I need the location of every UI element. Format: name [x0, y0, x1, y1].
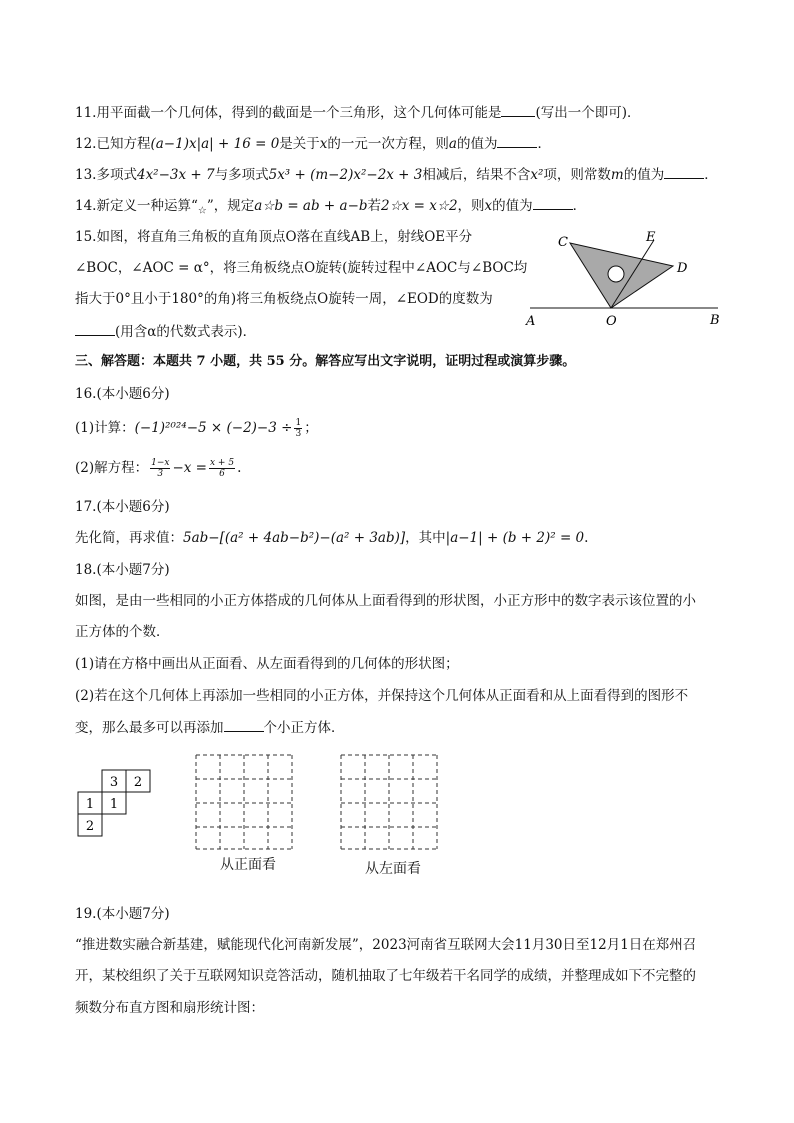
star-operator-icon: ☆: [197, 205, 207, 217]
q13-line: 13.多项式4x²−3x + 7与多项式5x³ + (m−2)x²−2x + 3相减后，结果不含x²项，则常数m的值为 ．: [75, 164, 718, 185]
q17-body: 先化简，再求值：5ab−[(a² + 4ab−b²)−(a² + 3ab)]，其中|a−1| + (b + 2)² = 0.: [75, 530, 589, 546]
label-C: C: [558, 235, 568, 250]
label-E: E: [646, 230, 656, 245]
q16-title: 16.(本小题6分): [75, 386, 170, 402]
q18-title: 18.(本小题7分): [75, 562, 170, 578]
cell-number: 1: [85, 797, 95, 812]
q12-line: 12.已知方程(a−1)x|a| + 16 = 0是关于x的一元一次方程，则a的值为 ．: [75, 133, 551, 154]
front-view-caption: 从正面看: [220, 857, 276, 873]
front-view-grid: [194, 753, 294, 851]
top-view-figure: [74, 766, 154, 841]
q15-line3: 指大于0°且小于180°的角)将三角板绕点O旋转一周，∠EOD的度数为: [75, 291, 493, 307]
cell-number: 2: [133, 775, 143, 790]
q18-line5: 变，那么最多可以再添加 个小正方体．: [75, 717, 345, 738]
q18-line3: (1)请在方格中画出从正面看、从左面看得到的几何体的形状图；: [75, 656, 459, 672]
q15-line1: 15.如图，将直角三角板的直角顶点O落在直线AB上，射线OE平分: [75, 229, 473, 245]
q11-blank: [501, 102, 535, 117]
cell-number: 1: [109, 797, 119, 812]
q15-line4: (用含α的代数式表示)．: [75, 321, 256, 342]
q18-line4: (2)若在这个几何体上再添加一些相同的小正方体，并保持这个几何体从正面看和从上面看得到的图形不: [75, 688, 689, 704]
q19-line3: 频数分布直方图和扇形统计图：: [75, 1000, 264, 1016]
cell-number: 3: [109, 775, 119, 790]
q14-line: 14.新定义一种运算“$_☆$”，规定a☆b = ab + a−b若2☆x = x☆2，则x的值为 ．: [75, 195, 586, 222]
q15-blank: [75, 321, 115, 336]
fraction-one-third: $\frac{1}{3}$: [295, 418, 302, 439]
label-D: D: [677, 261, 688, 276]
q18-line2: 正方体的个数．: [75, 624, 170, 640]
cell-number: 2: [85, 819, 95, 834]
label-B: B: [710, 313, 720, 328]
q15-figure: [520, 228, 730, 333]
q12-blank: [497, 133, 537, 148]
q19-line2: 开，某校组织了关于互联网知识竞答活动，随机抽取了七年级若干名同学的成绩，并整理成如下不完整的: [75, 968, 696, 984]
q19-line1: “推进数实融合新基建，赋能现代化河南新发展”，2023河南省互联网大会11月30日至12月1日在郑州召: [75, 937, 697, 953]
left-view-grid: [339, 753, 439, 851]
q18-line1: 如图，是由一些相同的小正方体搭成的几何体从上面看得到的形状图，小正方形中的数字表示该位置的小: [75, 593, 696, 609]
fraction-lhs: $\frac{1-x}{3}$: [151, 458, 170, 479]
left-view-caption: 从左面看: [365, 861, 421, 877]
q14-blank: [533, 195, 573, 210]
q11-line: 11.用平面截一个几何体，得到的截面是一个三角形，这个几何体可能是 (写出一个即可)．: [75, 102, 641, 123]
section-3-heading: 三、解答题：本题共 7 小题，共 55 分。解答应写出文字说明，证明过程或演算步骤。: [75, 354, 576, 369]
q16-part2: (2)解方程： $\frac{1-x}{3}$ −x = $\frac{x + 5}{6}$ .: [75, 458, 242, 479]
label-O: O: [606, 314, 617, 329]
label-A: A: [526, 314, 536, 329]
q19-title: 19.(本小题7分): [75, 906, 170, 922]
q17-title: 17.(本小题6分): [75, 499, 170, 515]
q12-equation: (a−1)x|a| + 16 = 0: [150, 136, 280, 152]
set-square-hole: [608, 266, 624, 282]
q13-blank: [664, 164, 704, 179]
q16-part1: (1)计算：(−1)²⁰²⁴−5 × (−2)−3 ÷ $\frac{1}{3}$ ；: [75, 418, 318, 439]
q18-blank: [224, 717, 264, 732]
fraction-rhs: $\frac{x + 5}{6}$: [210, 458, 235, 479]
q15-line2: ∠BOC，∠AOC = α°，将三角板绕点O旋转(旋转过程中∠AOC与∠BOC均: [75, 260, 528, 276]
